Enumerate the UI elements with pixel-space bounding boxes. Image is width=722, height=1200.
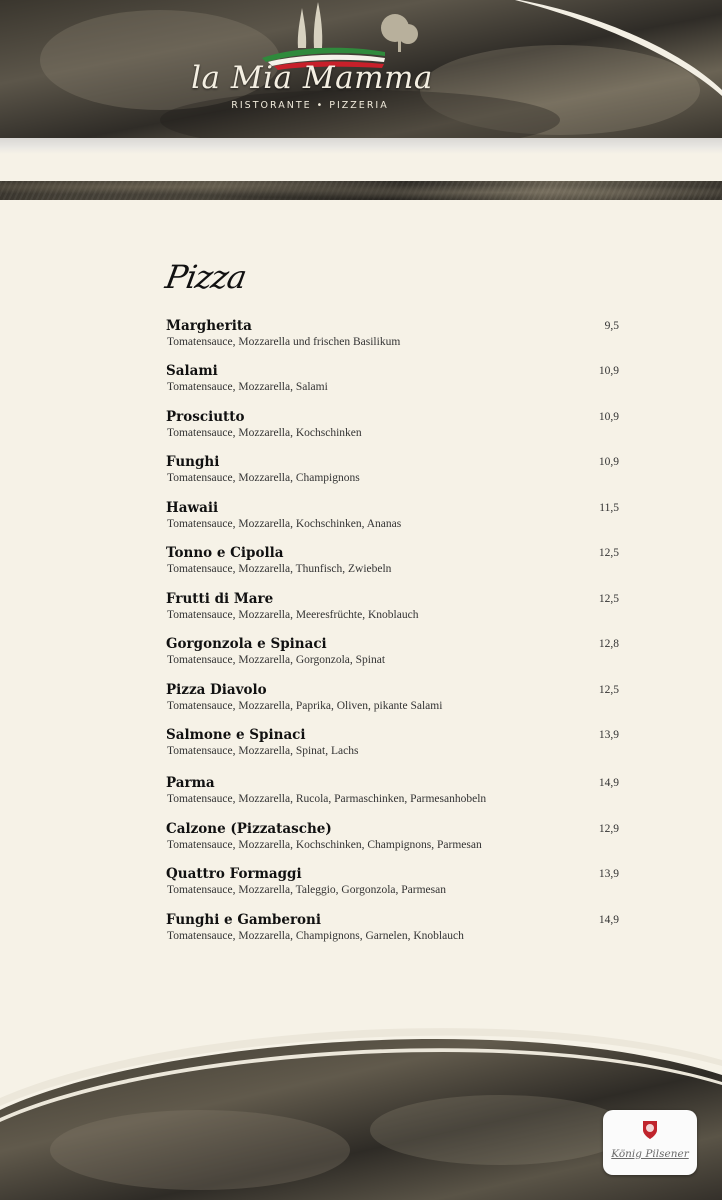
item-price: 13,9 (598, 868, 619, 880)
menu-item (166, 775, 620, 815)
item-price: 9,5 (604, 320, 619, 332)
menu-item (166, 409, 620, 449)
item-name: Salmone e Spinaci (166, 727, 306, 743)
section-title: Pizza (162, 258, 249, 296)
item-price: 12,5 (598, 684, 619, 696)
item-price: 12,8 (598, 638, 619, 650)
item-description: Tomatensauce, Mozzarella, Paprika, Oliven, pikante Salami (167, 700, 443, 712)
menu-item (166, 500, 620, 540)
item-name: Prosciutto (166, 409, 245, 425)
item-description: Tomatensauce, Mozzarella, Champignons, Garnelen, Knoblauch (167, 930, 464, 942)
item-name: Calzone (Pizzatasche) (166, 821, 332, 837)
item-description: Tomatensauce, Mozzarella, Rucola, Parmaschinken, Parmesanhobeln (167, 793, 487, 805)
menu-item (166, 454, 620, 494)
item-description: Tomatensauce, Mozzarella, Spinat, Lachs (167, 745, 359, 757)
item-price: 14,9 (598, 914, 619, 926)
item-name: Salami (166, 363, 218, 379)
item-name: Gorgonzola e Spinaci (166, 636, 327, 652)
stone-strip (0, 181, 722, 200)
item-price: 12,5 (598, 547, 619, 559)
menu-item (166, 866, 620, 906)
item-name: Funghi e Gamberoni (166, 912, 321, 928)
menu-item (166, 545, 620, 585)
item-price: 13,9 (598, 729, 619, 741)
menu-item (166, 636, 620, 676)
item-price: 10,9 (598, 365, 619, 377)
item-name: Hawaii (166, 500, 219, 516)
brand-crest-icon (640, 1118, 660, 1140)
item-price: 12,9 (598, 823, 619, 835)
item-price: 10,9 (598, 411, 619, 423)
menu-item (166, 821, 620, 861)
item-description: Tomatensauce, Mozzarella, Kochschinken, Ananas (167, 518, 402, 530)
item-name: Frutti di Mare (166, 591, 274, 607)
item-description: Tomatensauce, Mozzarella, Taleggio, Gorgonzola, Parmesan (167, 884, 446, 896)
item-price: 11,5 (599, 502, 619, 514)
brand-badge (603, 1110, 697, 1175)
item-name: Parma (166, 775, 215, 791)
menu-item (166, 591, 620, 631)
header-divider (0, 138, 722, 154)
item-description: Tomatensauce, Mozzarella und frischen Basilikum (167, 336, 401, 348)
menu-item (166, 682, 620, 722)
item-price: 10,9 (598, 456, 619, 468)
item-description: Tomatensauce, Mozzarella, Kochschinken (167, 427, 362, 439)
item-price: 12,5 (598, 593, 619, 605)
menu-item (166, 912, 620, 952)
menu-item (166, 363, 620, 403)
logo-subtitle: RISTORANTE • PIZZERIA (231, 100, 389, 111)
item-name: Tonno e Cipolla (166, 545, 284, 561)
logo-title: la Mia Mamma (191, 60, 433, 96)
item-name: Funghi (166, 454, 220, 470)
menu-item (166, 727, 620, 767)
brand-name: König Pilsener (611, 1148, 689, 1160)
restaurant-logo (170, 0, 450, 120)
item-description: Tomatensauce, Mozzarella, Thunfisch, Zwiebeln (167, 563, 392, 575)
item-name: Margherita (166, 318, 252, 334)
item-description: Tomatensauce, Mozzarella, Gorgonzola, Spinat (167, 654, 386, 666)
header-banner (0, 0, 722, 140)
item-description: Tomatensauce, Mozzarella, Salami (167, 381, 328, 393)
item-description: Tomatensauce, Mozzarella, Champignons (167, 472, 360, 484)
item-description: Tomatensauce, Mozzarella, Kochschinken, Champignons, Parmesan (167, 839, 482, 851)
item-name: Pizza Diavolo (166, 682, 267, 698)
item-description: Tomatensauce, Mozzarella, Meeresfrüchte, Knoblauch (167, 609, 419, 621)
menu-item (166, 318, 620, 358)
item-name: Quattro Formaggi (166, 866, 302, 882)
item-price: 14,9 (598, 777, 619, 789)
